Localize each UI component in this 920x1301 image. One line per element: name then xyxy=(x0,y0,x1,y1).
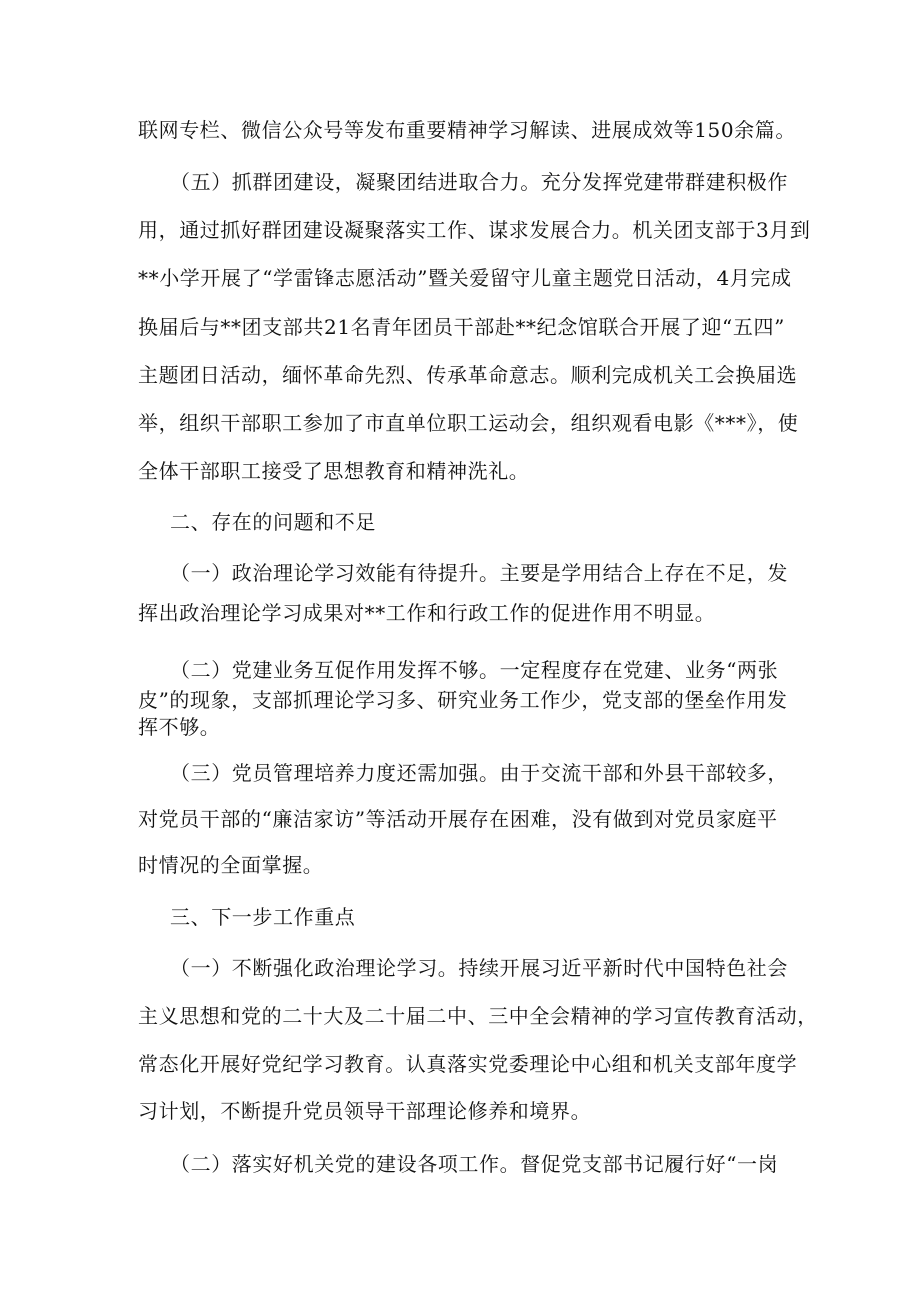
paragraph-line: 举，组织干部职工参加了市直单位职工运动会，组织观看电影《***》，使 xyxy=(138,411,799,435)
paragraph-line: 挥不够。 xyxy=(138,715,221,739)
paragraph-line: （一）不断强化政治理论学习。持续开展习近平新时代中国特色社会 xyxy=(170,956,788,980)
section-heading: 二、存在的问题和不足 xyxy=(170,510,376,534)
paragraph-line: （三）党员管理培养力度还需加强。由于交流干部和外县干部较多， xyxy=(170,761,788,785)
paragraph-line: 主义思想和党的二十大及二十届二中、三中全会精神的学习宣传教育活动， xyxy=(138,1004,818,1028)
paragraph-line: 习计划，不断提升党员领导干部理论修养和境界。 xyxy=(138,1099,592,1123)
section-heading: 三、下一步工作重点 xyxy=(170,905,356,929)
paragraph-line: 联网专栏、微信公众号等发布重要精神学习解读、进展成效等150余篇。 xyxy=(138,118,796,142)
paragraph-line: （二）党建业务互促作用发挥不够。一定程度存在党建、业务“两张 xyxy=(170,658,779,682)
paragraph-line: 皮”的现象，支部抓理论学习多、研究业务工作少，党支部的堡垒作用发 xyxy=(138,688,788,712)
paragraph-line: 换届后与**团支部共21名青年团员干部赴**纪念馆联合开展了迎“五四” xyxy=(138,315,785,339)
paragraph-line: （二）落实好机关党的建设各项工作。督促党支部书记履行好“一岗 xyxy=(170,1152,779,1176)
paragraph-line: 挥出政治理论学习成果对**工作和行政工作的促进作用不明显。 xyxy=(138,601,716,625)
paragraph-line: 用，通过抓好群团建设凝聚落实工作、谋求发展合力。机关团支部于3月到 xyxy=(138,218,811,242)
paragraph-line: 常态化开展好党纪学习教育。认真落实党委理论中心组和机关支部年度学 xyxy=(138,1052,798,1076)
paragraph-line: 全体干部职工接受了思想教育和精神洗礼。 xyxy=(138,459,530,483)
paragraph-line: （五）抓群团建设，凝聚团结进取合力。充分发挥党建带群建积极作 xyxy=(170,170,788,194)
paragraph-line: 时情况的全面掌握。 xyxy=(138,853,324,877)
paragraph-line: 主题团日活动，缅怀革命先烈、传承革命意志。顺利完成机关工会换届选 xyxy=(138,363,798,387)
paragraph-line: 对党员干部的“廉洁家访”等活动开展存在困难，没有做到对党员家庭平 xyxy=(138,807,778,831)
paragraph-line: （一）政治理论学习效能有待提升。主要是学用结合上存在不足，发 xyxy=(170,561,788,585)
paragraph-line: **小学开展了“学雷锋志愿活动”暨关爱留守儿童主题党日活动，4月完成 xyxy=(138,266,792,290)
